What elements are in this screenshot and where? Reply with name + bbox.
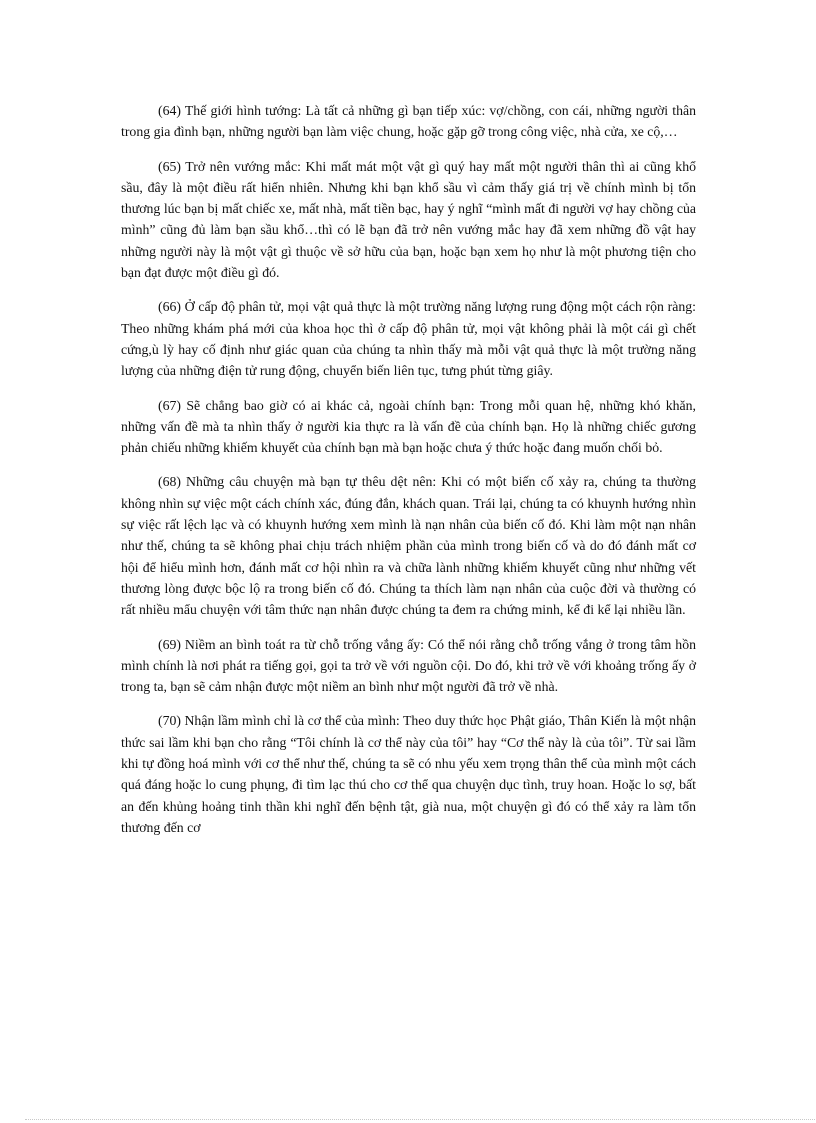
paragraph-68: (68) Những câu chuyện mà bạn tự thêu dệt nên: Khi có một biến cố xảy ra, chúng ta thường không nhìn sự việc một cách chính xác, đúng đắn, khách quan. Trái lại, chúng ta có khuynh hướng nhìn sự việc rất lệch lạc và có khuynh hướng xem mình là nạn nhân của biến cố đó. Khi làm một nạn nhân như thế, chúng ta sẽ không phai chịu trách nhiệm phần của mình trong biến cố và do đó đánh mất cơ hội để hiểu mình hơn, đánh mất cơ hội nhìn ra và chữa lành những khiếm khuyết cũng như những vết thương lòng được bộc lộ ra trong biến cố đó. Chúng ta thích làm nạn nhân của cuộc đời và thường có rất nhiều mẩu chuyện với tâm thức nạn nhân được chúng ta đem ra chứng minh, kể đi kể lại nhiều lần.	[121, 474, 696, 618]
page-bottom-divider	[25, 1119, 815, 1120]
paragraph-64: (64) Thế giới hình tướng: Là tất cả những gì bạn tiếp xúc: vợ/chồng, con cái, những người thân trong gia đình bạn, những người bạn làm việc chung, hoặc gặp gỡ trong công việc, nhà cửa, xe cộ,…	[121, 103, 696, 140]
document-body	[121, 100, 696, 851]
paragraph-66: (66) Ở cấp độ phân tử, mọi vật quả thực là một trường năng lượng rung động một cách rộn ràng: Theo những khám phá mới của khoa học thì ở cấp độ phân tử, mọi vật không phải là một cái gì chết cứng,ù lỳ hay cố định như giác quan của chúng ta nhìn thấy mà mỗi vật quả thực là một trường năng lượng của những điện tử rung động, chuyển biến liên tục, tưng phút từng giây.	[121, 299, 696, 379]
paragraph-65: (65) Trở nên vướng mắc: Khi mất mát một vật gì quý hay mất một người thân thì ai cũng khổ sầu, đây là một điều rất hiển nhiên. Nhưng khi bạn khổ sầu vì cảm thấy giá trị về chính mình bị tổn thương lúc bạn bị mất chiếc xe, mất nhà, mất tiền bạc, hay ý nghĩ “mình mất đi người vợ hay chồng của mình” cũng đủ làm bạn sầu khổ…thì có lẽ bạn đã trở nên vướng mắc hay đã xem những đồ vật hay những người này là một vật gì thuộc về sở hữu của bạn, hoặc bạn xem họ như là một phương tiện cho bạn đạt được một điều gì đó.	[121, 158, 696, 281]
paragraph-67: (67) Sẽ chẳng bao giờ có ai khác cả, ngoài chính bạn: Trong mỗi quan hệ, những khó khăn, những vấn đề mà ta nhìn thấy ở người kia thực ra là vấn đề của chính bạn. Họ là những chiếc gương phản chiếu những khiếm khuyết của chính bạn mà bạn hoặc chưa ý thức hoặc đang muốn chối bỏ.	[121, 397, 696, 456]
paragraph-69: (69) Niềm an bình toát ra từ chỗ trống vắng ấy: Có thể nói rằng chỗ trống vắng ở trong tâm hồn mình chính là nơi phát ra tiếng gọi, gọi ta trở về với nguồn cội. Do đó, khi trở về với khoảng trống ấy ở trong ta, bạn sẽ cảm nhận được một niềm an bình như một người đã trở về nhà.	[121, 636, 696, 695]
paragraph-70: (70) Nhận lầm mình chỉ là cơ thể của mình: Theo duy thức học Phật giáo, Thân Kiến là một nhận thức sai lầm khi bạn cho rằng “Tôi chính là cơ thể này của tôi” hay “Cơ thể này là của tôi”. Từ sai lầm khi tự đồng hoá mình với cơ thể như thế, chúng ta sẽ có nhu yếu xem trọng thân thể của mình một cách quá đáng hoặc lo cung phụng, đi tìm lạc thú cho cơ thể qua chuyện dục tình, truy hoan. Hoặc lo sợ, bất an đến khủng hoảng tinh thần khi nghĩ đến bệnh tật, già nua, một chuyện gì đó có thể xảy ra làm tổn thương đến cơ	[121, 713, 696, 835]
